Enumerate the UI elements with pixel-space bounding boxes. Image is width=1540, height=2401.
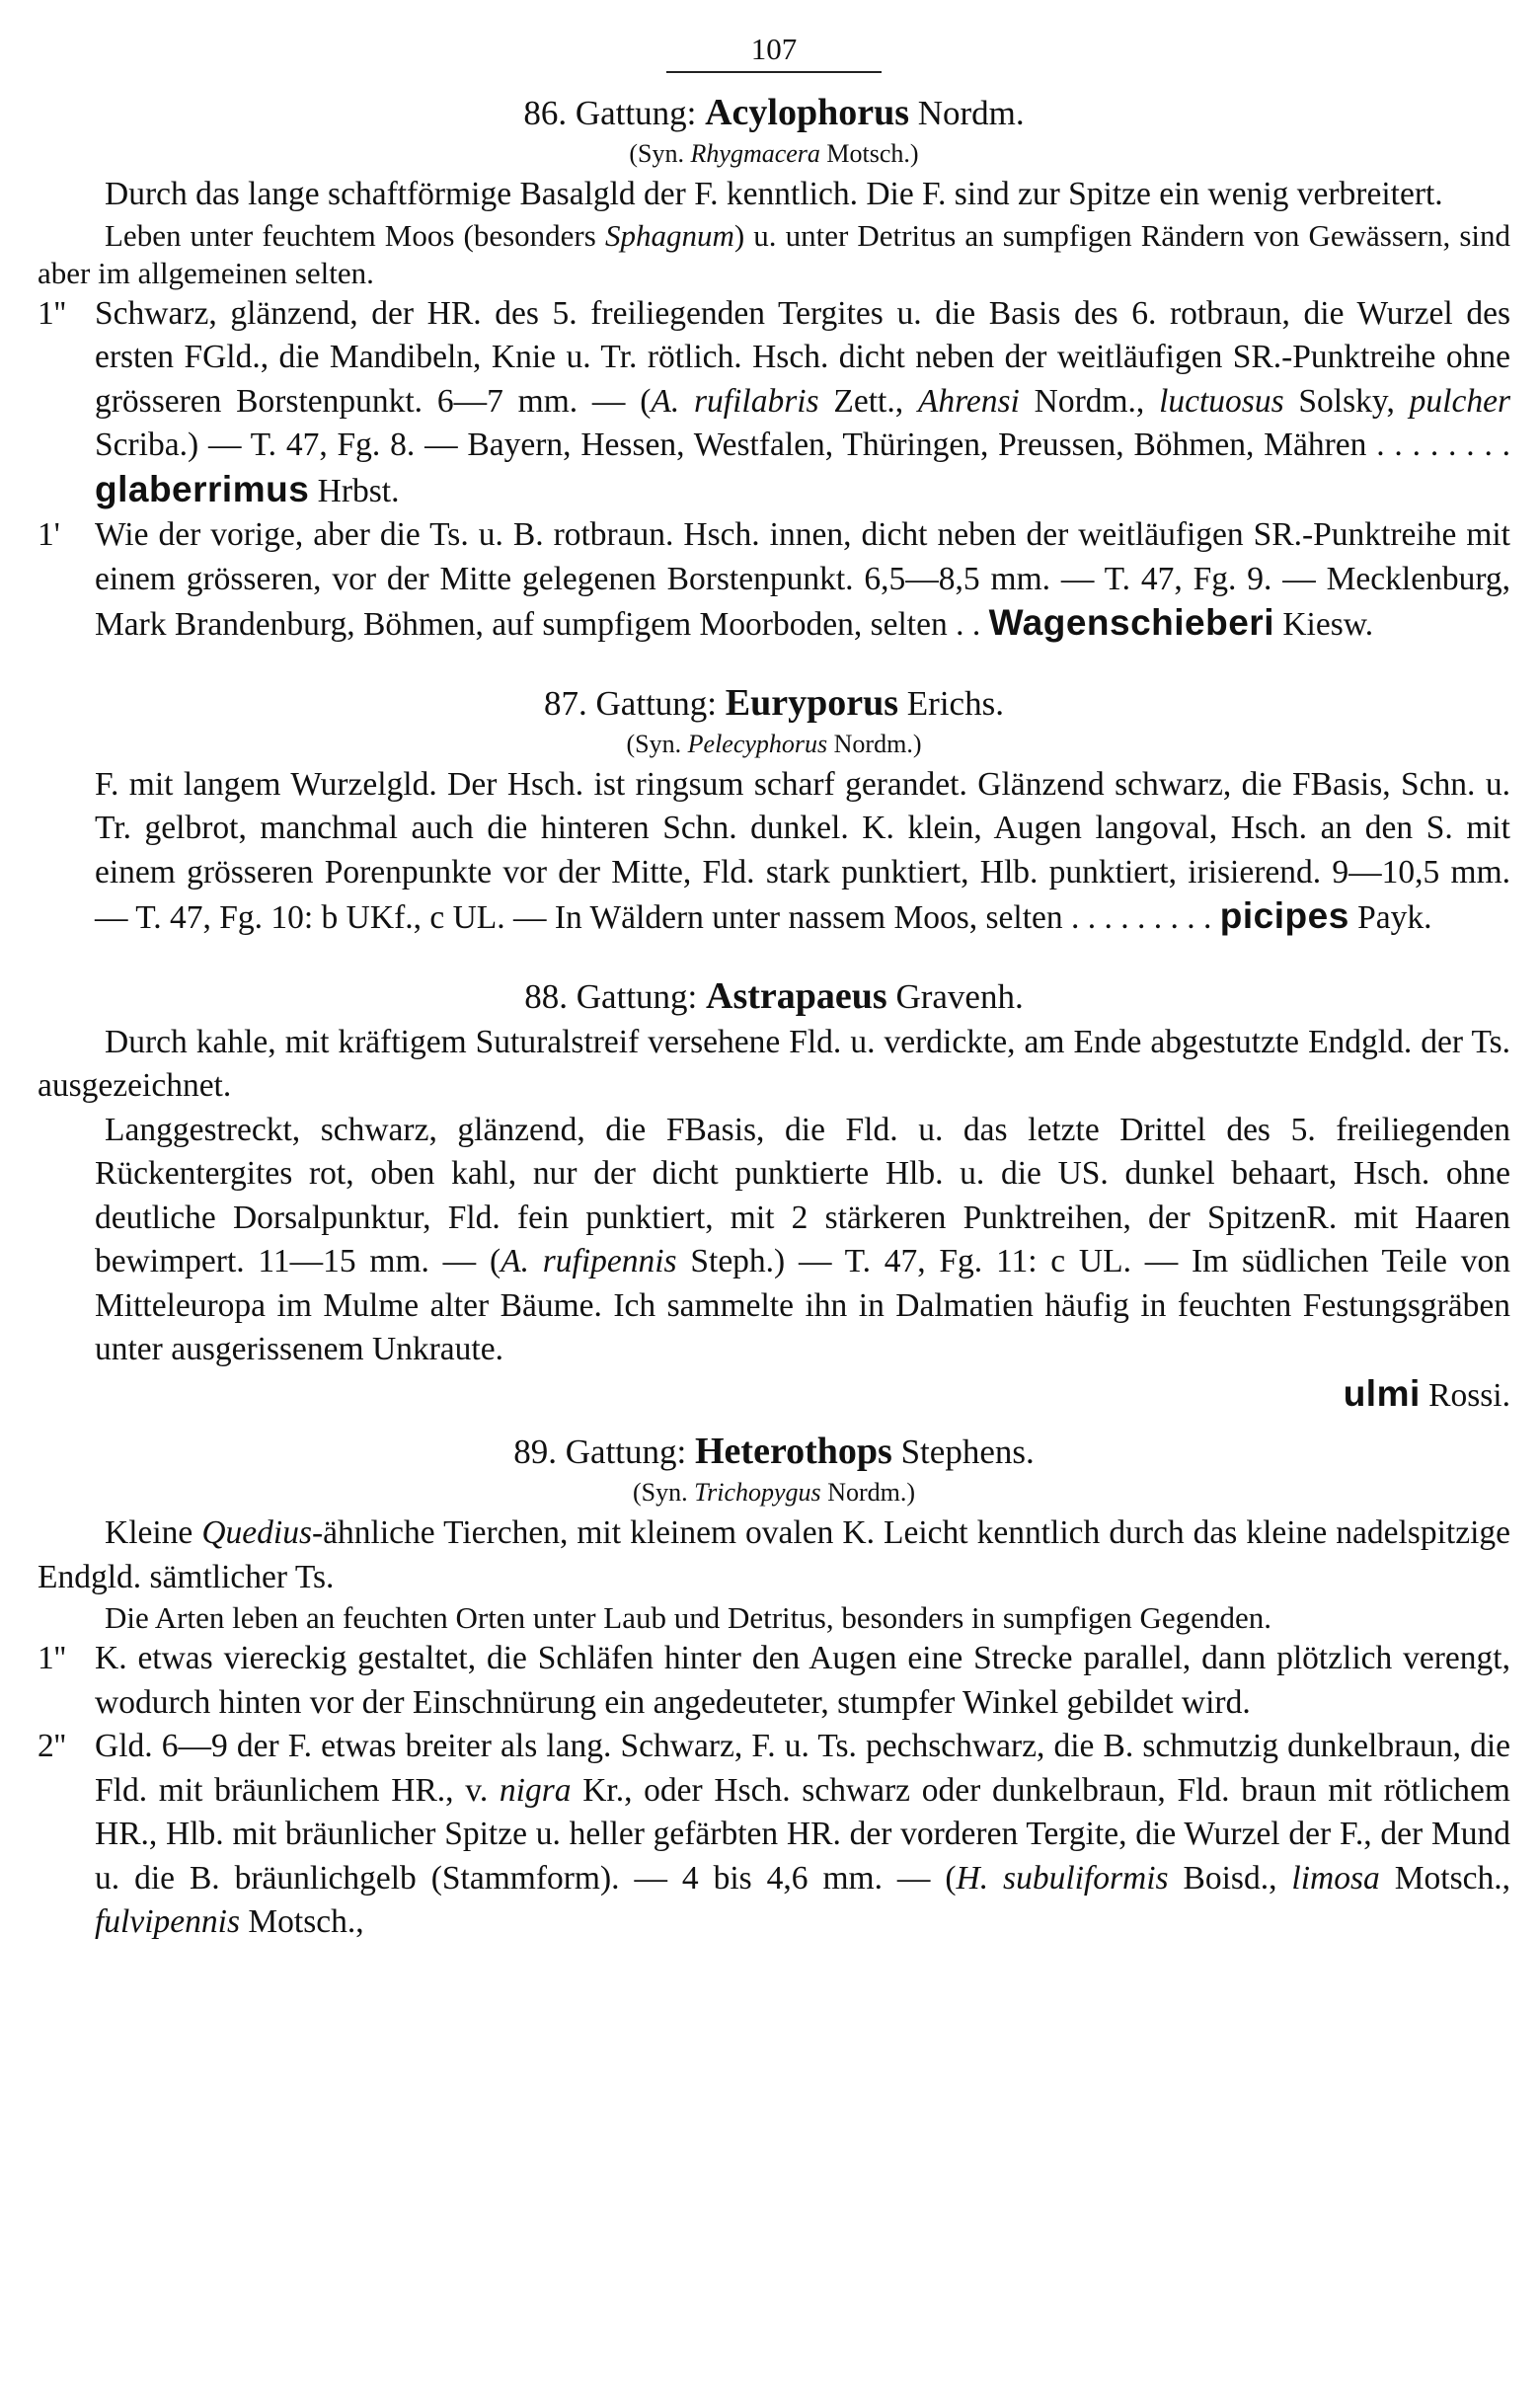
- synonym-line: [38, 137, 1510, 171]
- heading-prefix: 88. Gattung:: [524, 976, 698, 1016]
- genus-name: Heterothops: [695, 1431, 892, 1472]
- synonym-line: (Syn. Pelecyphorus Nordm.): [626, 729, 922, 758]
- genus-name: Acylophorus: [705, 92, 909, 133]
- genus-author: Nordm.: [917, 94, 1025, 132]
- couplet-text: Gld. 6—9 der F. etwas breiter als lang. Schwarz, F. u. Ts. pechschwarz, die B. schmutzig dunkelbraun, die Fld. mit bräunlichem HR., v. nigra Kr., oder Hsch. schwarz oder dunkelbraun, Fld. braun mit rötlichem HR., Hlb. mit bräunlicher Spitze u. heller gefärbten HR. der vorderen Tergite, die Wurzel der F., der Mund u. die B. bräunlichgelb (Stammform). — 4 bis 4,6 mm. — (H. subuliformis Boisd., limosa Motsch., fulvipennis Motsch.,: [95, 1728, 1510, 1940]
- species-line: [38, 1372, 1510, 1419]
- section-87-heading: [38, 679, 1510, 728]
- genus-author: Gravenh.: [895, 976, 1024, 1016]
- species-name: ulmi: [1343, 1372, 1421, 1414]
- species-author: Hrbst.: [317, 472, 400, 509]
- genus-description: F. mit langem Wurzelgld. Der Hsch. ist ringsum scharf gerandet. Glänzend schwarz, die FBasis, Schn. u. Tr. gelbrot, manchmal auch die hinteren Schn. dunkel. K. klein, Augen langoval, Hsch. an den S. mit einem grösseren Porenpunkte vor der Mitte, Fld. stark punktiert, Hlb. punktiert, irisierend. 9—10,5 mm. — T. 47, Fg. 10: b UKf., c UL. — In Wäldern unter nassem Moos, selten . . . . . . . . . picipes Payk.: [95, 765, 1510, 936]
- syn-name: Rhygmacera: [690, 139, 820, 168]
- couplet-number: 1'': [38, 1640, 66, 1676]
- heading-prefix: 86. Gattung:: [523, 94, 697, 132]
- couplet-number: 1'': [38, 294, 66, 332]
- key-couplet-1-alt: [38, 513, 1510, 648]
- couplet-text: Schwarz, glänzend, der HR. des 5. freiliegenden Tergites u. die Basis des 6. rotbraun, die Wurzel des ersten FGld., die Mandibeln, Knie u. Tr. rötlich. Hsch. dicht neben der weitläufigen SR.-Punktreihe ohne grösseren Borstenpunkt. 6—7 mm. — (A. rufilabris Zett., Ahrensi Nordm., luctuosus Solsky, pulcher Scriba.) — T. 47, Fg. 8. — Bayern, Hessen, Westfalen, Thüringen, Preussen, Böhmen, Mähren . . . . . . . . glaberrimus Hrbst.: [95, 294, 1511, 509]
- species-name: glaberrimus: [95, 468, 310, 509]
- syn-prefix: (Syn.: [629, 139, 685, 168]
- species-author: Kiesw.: [1282, 606, 1374, 643]
- genus-name: Astrapaeus: [706, 974, 887, 1017]
- couplet-number: 1': [38, 516, 60, 553]
- species-description: Langgestreckt, schwarz, glänzend, die FBasis, die Fld. u. das letzte Drittel des 5. freiliegenden Rückentergites rot, oben kahl, nur der dicht punktierte Hlb. u. die US. dunkel behaart, Hsch. ohne deutliche Dorsalpunktur, Fld. fein punktiert, mit 2 stärkeren Punktreihen, der SpitzenR. mit Haaren bewimpert. 11—15 mm. — (A. rufipennis Steph.) — T. 47, Fg. 11: c UL. — Im südlichen Teile von Mitteleuropa im Mulme alter Bäume. Ich sammelte ihn in Dalmatien häufig in feuchten Festungsgräben unter ausgerissenem Unkraute.: [95, 1111, 1511, 1367]
- species-name: Wagenschieberi: [988, 602, 1274, 643]
- page-number: 107: [750, 32, 798, 66]
- couplet-number: 2'': [38, 1728, 66, 1764]
- heading-prefix: 89. Gattung:: [513, 1433, 687, 1471]
- genus-description: Durch das lange schaftförmige Basalgld der F. kenntlich. Die F. sind zur Spitze ein wenig verbreitert.: [105, 176, 1443, 212]
- species-name: picipes: [1219, 895, 1349, 936]
- section-89-heading: [38, 1428, 1510, 1476]
- genus-description: Durch kahle, mit kräftigem Suturalstreif versehene Fld. u. verdickte, am Ende abgestutzte Endgld. der Ts. ausgezeichnet.: [38, 1023, 1510, 1104]
- heading-prefix: 87. Gattung:: [544, 683, 718, 723]
- syn-name: Trichopygus: [694, 1478, 821, 1507]
- book-page: [38, 30, 1510, 2379]
- genus-description: Kleine Quedius-ähnliche Tierchen, mit kleinem ovalen K. Leicht kenntlich durch das kleine nadelspitzige Endgld. sämtlicher Ts.: [38, 1514, 1511, 1595]
- habitat-note: Leben unter feuchtem Moos (besonders Sphagnum) u. unter Detritus an sumpfigen Rändern von Gewässern, sind aber im allgemeinen selten.: [38, 217, 1510, 290]
- key-couplet-1: [38, 1637, 1510, 1725]
- key-couplet-2: [38, 1725, 1510, 1945]
- species-author: Rossi.: [1428, 1376, 1510, 1414]
- section-88-heading: [38, 972, 1510, 1021]
- couplet-text: K. etwas viereckig gestaltet, die Schläfen hinter den Augen eine Strecke parallel, dann plötzlich verengt, wodurch hinten vor der Einschnürung ein angedeuteter, stumpfer Winkel gebildet wird.: [95, 1640, 1510, 1721]
- genus-name: Euryporus: [725, 681, 899, 724]
- genus-author: Stephens.: [900, 1433, 1035, 1471]
- header-rule: [666, 71, 882, 73]
- species-author: Payk.: [1357, 899, 1432, 936]
- synonym-line: (Syn. Trichopygus Nordm.): [632, 1478, 916, 1507]
- genus-author: Erichs.: [906, 683, 1004, 723]
- couplet-text: Wie der vorige, aber die Ts. u. B. rotbraun. Hsch. innen, dicht neben der weitläufigen SR.-Punktreihe mit einem grösseren, vor der Mitte gelegenen Borstenpunkt. 6,5—8,5 mm. — T. 47, Fg. 9. — Mecklenburg, Mark Brandenburg, Böhmen, auf sumpfigem Moorboden, selten . . Wagenschieberi Kiesw.: [95, 516, 1510, 643]
- section-86-heading: [38, 89, 1510, 137]
- syn-name: Pelecyphorus: [687, 729, 828, 758]
- habitat-note: Die Arten leben an feuchten Orten unter Laub und Detritus, besonders in sumpfigen Gegenden.: [105, 1600, 1271, 1635]
- syn-author: Motsch.): [826, 139, 919, 168]
- key-couplet-1: [38, 292, 1510, 514]
